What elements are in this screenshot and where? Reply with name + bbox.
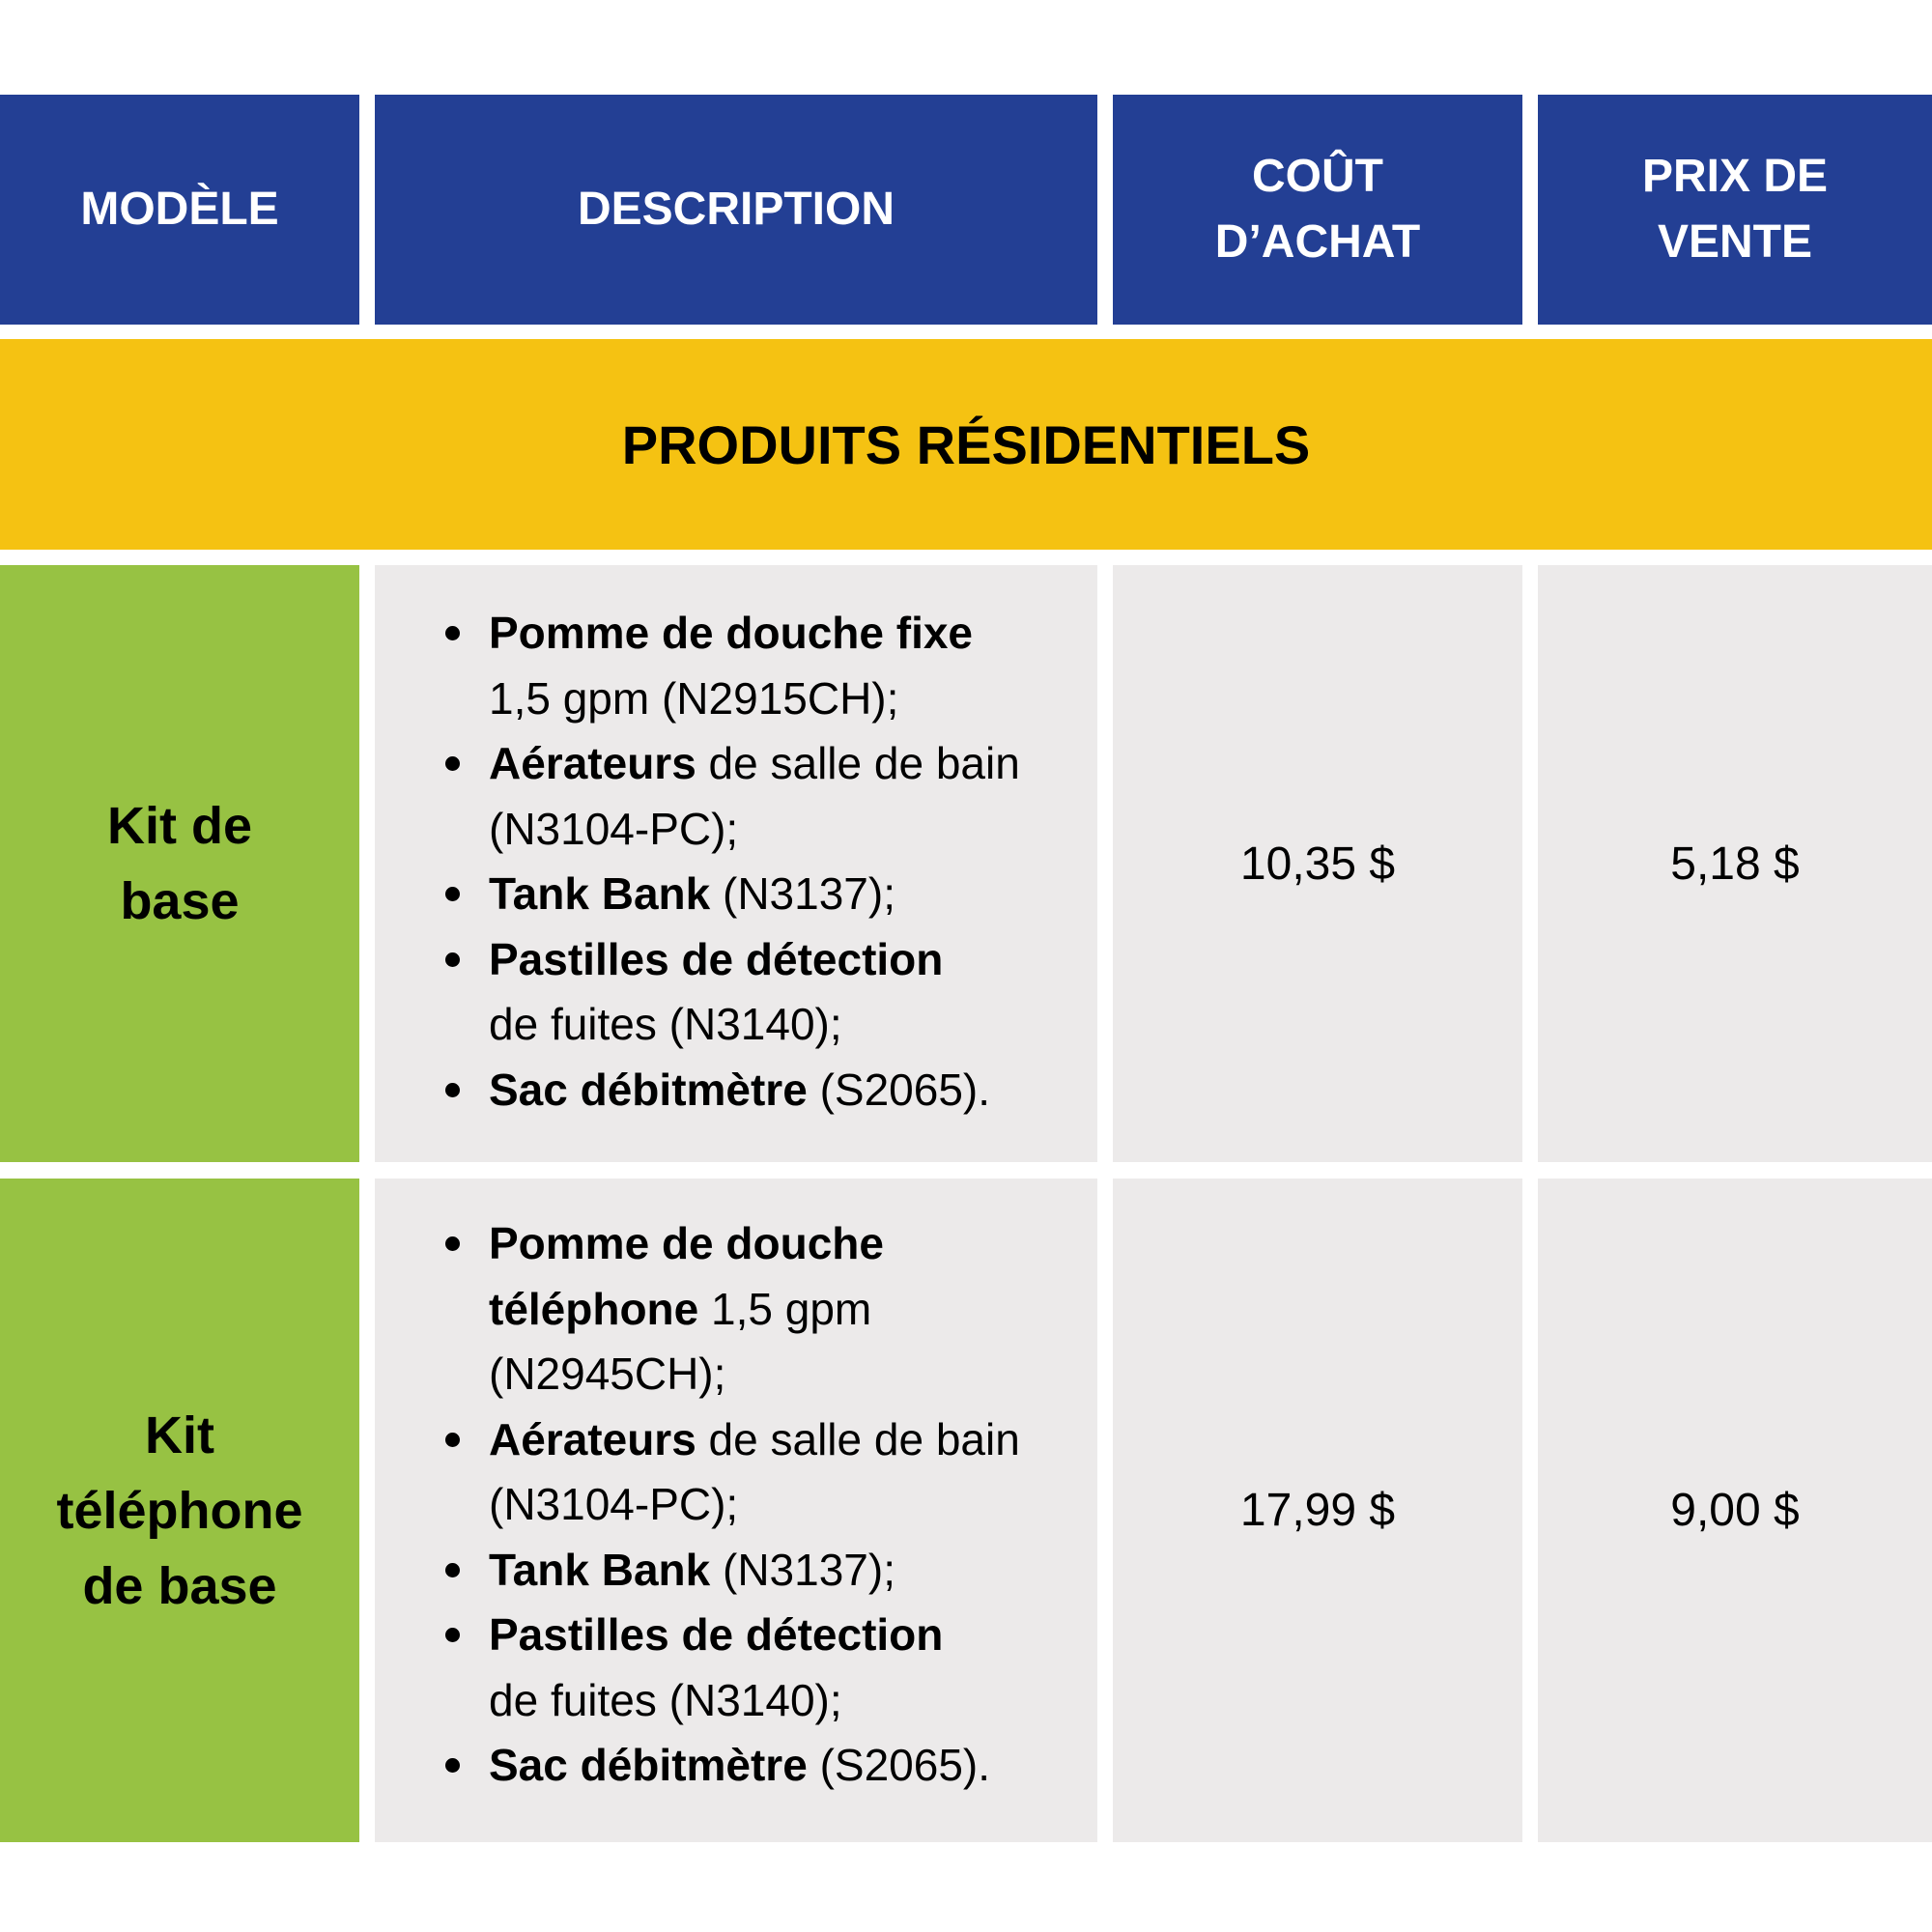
row-cost bbox=[1113, 1179, 1522, 1842]
feature-detail: 1,5 gpm (N2915CH); bbox=[489, 672, 899, 724]
bullet-icon bbox=[445, 756, 460, 771]
cost-value: 10,35 $ bbox=[1239, 838, 1396, 890]
row-price bbox=[1538, 565, 1932, 1162]
feature-line bbox=[489, 862, 1068, 927]
row-model-line: Kit bbox=[145, 1406, 214, 1464]
header-price-line1: PRIX DE bbox=[1641, 151, 1829, 202]
feature-item bbox=[375, 1538, 1097, 1604]
feature-name: Pomme de douche bbox=[489, 1218, 884, 1268]
feature-detail: (N3137); bbox=[710, 1544, 895, 1595]
feature-line bbox=[489, 731, 1068, 797]
bullet-icon bbox=[445, 1083, 460, 1097]
feature-line bbox=[489, 1668, 1068, 1734]
feature-line bbox=[489, 797, 1068, 863]
feature-name: Sac débitmètre bbox=[489, 1740, 808, 1790]
feature-name: Pastilles de détection bbox=[489, 933, 944, 984]
header-description-label: DESCRIPTION bbox=[577, 184, 895, 235]
feature-line bbox=[489, 601, 1068, 667]
row-model bbox=[0, 1179, 359, 1842]
feature-list bbox=[375, 601, 1097, 1122]
section-band bbox=[0, 339, 1932, 550]
feature-line bbox=[489, 667, 1068, 732]
header-price bbox=[1538, 95, 1932, 325]
price-value: 5,18 $ bbox=[1670, 838, 1800, 890]
feature-detail: de fuites (N3140); bbox=[489, 1674, 842, 1725]
feature-detail: (S2065). bbox=[807, 1740, 991, 1790]
feature-detail: 1,5 gpm bbox=[698, 1283, 872, 1334]
feature-item bbox=[375, 1603, 1097, 1733]
header-cost-line1: COÛT bbox=[1252, 151, 1383, 202]
feature-name: Aérateurs bbox=[489, 738, 696, 788]
feature-item bbox=[375, 1058, 1097, 1123]
feature-detail: (N3104-PC); bbox=[489, 803, 739, 854]
bullet-icon bbox=[445, 1236, 460, 1251]
bullet-icon bbox=[445, 952, 460, 967]
feature-line bbox=[489, 1603, 1068, 1668]
feature-item bbox=[375, 1211, 1097, 1407]
bullet-icon bbox=[445, 1563, 460, 1577]
feature-item bbox=[375, 927, 1097, 1058]
cost-value: 17,99 $ bbox=[1239, 1485, 1396, 1536]
header-price-line2: VENTE bbox=[1657, 216, 1812, 268]
feature-name: téléphone bbox=[489, 1283, 699, 1334]
bullet-icon bbox=[445, 626, 460, 640]
header-description bbox=[375, 95, 1097, 325]
feature-item bbox=[375, 731, 1097, 862]
price-value: 9,00 $ bbox=[1670, 1485, 1800, 1536]
feature-item bbox=[375, 601, 1097, 731]
feature-detail: (S2065). bbox=[807, 1064, 991, 1115]
header-model bbox=[0, 95, 359, 325]
feature-line bbox=[489, 1058, 1068, 1123]
feature-name: Tank Bank bbox=[489, 1544, 711, 1595]
bullet-icon bbox=[445, 1628, 460, 1642]
row-model-line: base bbox=[120, 872, 240, 930]
row-cost bbox=[1113, 565, 1522, 1162]
row-description bbox=[375, 565, 1097, 1162]
feature-name: Sac débitmètre bbox=[489, 1064, 808, 1115]
feature-item bbox=[375, 862, 1097, 927]
feature-detail: de fuites (N3140); bbox=[489, 999, 842, 1049]
feature-name: Pomme de douche fixe bbox=[489, 608, 974, 658]
row-price bbox=[1538, 1179, 1932, 1842]
feature-line bbox=[489, 1277, 1068, 1343]
row-model-line: de base bbox=[82, 1556, 277, 1615]
section-title: PRODUITS RÉSIDENTIELS bbox=[621, 413, 1311, 475]
row-model bbox=[0, 565, 359, 1162]
feature-detail: (N3137); bbox=[710, 868, 895, 919]
feature-line bbox=[489, 927, 1068, 993]
header-cost-line2: D’ACHAT bbox=[1214, 216, 1421, 268]
feature-line bbox=[489, 1733, 1068, 1799]
bullet-icon bbox=[445, 1758, 460, 1773]
bullet-icon bbox=[445, 887, 460, 901]
feature-line bbox=[489, 1407, 1068, 1473]
feature-detail: de salle de bain bbox=[696, 738, 1020, 788]
feature-line bbox=[489, 1538, 1068, 1604]
feature-detail: (N2945CH); bbox=[489, 1349, 726, 1399]
header-model-label: MODÈLE bbox=[80, 184, 279, 235]
feature-name: Pastilles de détection bbox=[489, 1609, 944, 1660]
row-model-line: Kit de bbox=[106, 797, 252, 855]
feature-line bbox=[489, 1472, 1068, 1538]
feature-detail: (N3104-PC); bbox=[489, 1479, 739, 1529]
header-cost bbox=[1113, 95, 1522, 325]
feature-list bbox=[375, 1211, 1097, 1799]
feature-item bbox=[375, 1407, 1097, 1538]
bullet-icon bbox=[445, 1433, 460, 1447]
feature-name: Tank Bank bbox=[489, 868, 711, 919]
feature-line bbox=[489, 1211, 1068, 1277]
feature-name: Aérateurs bbox=[489, 1413, 696, 1464]
feature-item bbox=[375, 1733, 1097, 1799]
feature-line bbox=[489, 992, 1068, 1058]
feature-line bbox=[489, 1342, 1068, 1407]
row-description bbox=[375, 1179, 1097, 1842]
feature-detail: de salle de bain bbox=[696, 1413, 1020, 1464]
row-model-line: téléphone bbox=[56, 1481, 303, 1540]
